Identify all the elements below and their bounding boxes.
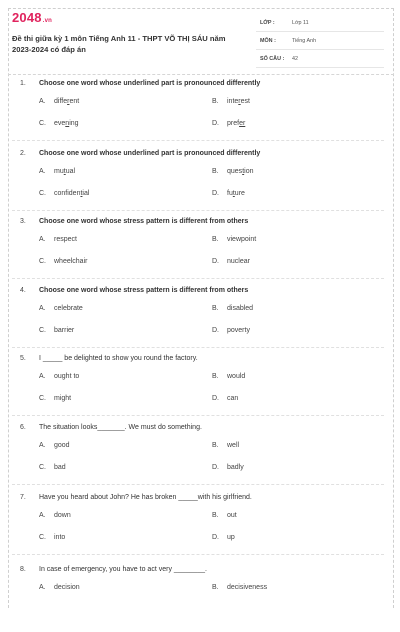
meta-value: 42 bbox=[292, 56, 298, 62]
exam-meta bbox=[256, 16, 384, 70]
question-text: The situation looks_______. We must do something. bbox=[39, 424, 202, 431]
answer-option[interactable] bbox=[39, 442, 70, 449]
answer-option[interactable] bbox=[212, 236, 256, 243]
question-text: Choose one word whose underlined part is pronounced differently bbox=[39, 150, 261, 157]
option-letter: B. bbox=[212, 236, 219, 243]
question-item bbox=[12, 355, 384, 421]
answer-option[interactable] bbox=[212, 190, 245, 197]
answer-option[interactable] bbox=[212, 512, 237, 519]
question-text: Choose one word whose stress pattern is different from others bbox=[39, 218, 249, 225]
answer-option[interactable] bbox=[212, 258, 250, 265]
option-text: badly bbox=[227, 464, 244, 471]
option-letter: D. bbox=[212, 395, 219, 402]
answer-option[interactable] bbox=[39, 305, 83, 312]
question-text: I _____ be delighted to show you round the factory. bbox=[39, 355, 198, 362]
question-text: Have you heard about John? He has broken _____with his girlfriend. bbox=[39, 494, 252, 501]
option-letter: A. bbox=[39, 373, 46, 380]
answer-option[interactable] bbox=[212, 327, 250, 334]
option-text: nuclear bbox=[227, 258, 250, 265]
option-text: ought to bbox=[54, 373, 80, 380]
option-letter: B. bbox=[212, 168, 219, 175]
option-text: up bbox=[227, 534, 235, 541]
question-divider bbox=[12, 484, 384, 486]
meta-value: Lớp 11 bbox=[292, 20, 309, 26]
answer-option[interactable] bbox=[39, 395, 71, 402]
question-item bbox=[12, 424, 384, 490]
answer-option[interactable] bbox=[39, 258, 87, 265]
option-text: future bbox=[227, 190, 245, 197]
logo-suffix: .vn bbox=[42, 18, 53, 24]
option-letter: B. bbox=[212, 584, 219, 591]
option-letter: B. bbox=[212, 373, 219, 380]
option-letter: A. bbox=[39, 98, 46, 105]
option-text: celebrate bbox=[54, 305, 83, 312]
option-letter: C. bbox=[39, 120, 46, 127]
question-item bbox=[12, 218, 384, 284]
answer-option[interactable] bbox=[212, 305, 253, 312]
answer-option[interactable] bbox=[212, 442, 239, 449]
option-letter: D. bbox=[212, 327, 219, 334]
option-text: decision bbox=[54, 584, 80, 591]
option-text: poverty bbox=[227, 327, 250, 334]
option-text: wheelchair bbox=[54, 258, 88, 265]
question-text: In case of emergency, you have to act very ________. bbox=[39, 566, 207, 573]
option-letter: A. bbox=[39, 236, 46, 243]
option-text: confidential bbox=[54, 190, 90, 197]
option-letter: C. bbox=[39, 327, 46, 334]
option-letter: C. bbox=[39, 258, 46, 265]
option-text: would bbox=[227, 373, 246, 380]
underlined-part: r bbox=[67, 98, 70, 105]
option-text: viewpoint bbox=[227, 236, 257, 243]
option-text: question bbox=[227, 168, 254, 175]
option-text: into bbox=[54, 534, 66, 541]
question-number: 1. bbox=[20, 80, 26, 87]
question-item bbox=[12, 150, 384, 216]
option-letter: B. bbox=[212, 512, 219, 519]
option-letter: A. bbox=[39, 168, 46, 175]
underlined-part: er bbox=[239, 120, 246, 127]
question-number: 2. bbox=[20, 150, 26, 157]
question-divider bbox=[12, 210, 384, 212]
question-item bbox=[12, 287, 384, 353]
option-letter: D. bbox=[212, 534, 219, 541]
option-text: good bbox=[54, 442, 70, 449]
option-text: different bbox=[54, 98, 80, 105]
question-item bbox=[12, 494, 384, 560]
question-divider bbox=[12, 347, 384, 349]
site-logo[interactable] bbox=[12, 10, 52, 25]
question-divider bbox=[12, 140, 384, 142]
option-text: evening bbox=[54, 120, 79, 127]
underlined-part: t bbox=[232, 190, 235, 197]
underlined-part: r bbox=[238, 98, 241, 105]
option-text: interest bbox=[227, 98, 250, 105]
option-text: down bbox=[54, 512, 71, 519]
option-letter: C. bbox=[39, 464, 46, 471]
answer-option[interactable] bbox=[212, 120, 245, 127]
option-text: prefer bbox=[227, 120, 246, 127]
question-divider bbox=[12, 278, 384, 280]
meta-label: LỚP : bbox=[260, 20, 275, 26]
answer-option[interactable] bbox=[39, 190, 89, 197]
meta-label: MÔN : bbox=[260, 38, 276, 44]
option-letter: D. bbox=[212, 464, 219, 471]
option-letter: C. bbox=[39, 190, 46, 197]
question-number: 6. bbox=[20, 424, 26, 431]
option-text: mutual bbox=[54, 168, 76, 175]
answer-option[interactable] bbox=[39, 168, 75, 175]
answer-option[interactable] bbox=[39, 236, 77, 243]
option-text: out bbox=[227, 512, 237, 519]
option-letter: C. bbox=[39, 395, 46, 402]
answer-option[interactable] bbox=[212, 395, 238, 402]
underlined-part: t bbox=[242, 168, 245, 175]
option-text: respect bbox=[54, 236, 77, 243]
option-letter: A. bbox=[39, 305, 46, 312]
question-number: 3. bbox=[20, 218, 26, 225]
answer-option[interactable] bbox=[212, 584, 267, 591]
answer-option[interactable] bbox=[39, 98, 79, 105]
answer-option[interactable] bbox=[212, 168, 253, 175]
option-text: barrier bbox=[54, 327, 75, 334]
meta-row-class bbox=[256, 16, 384, 32]
option-text: might bbox=[54, 395, 72, 402]
logo-text: 2048 bbox=[12, 10, 42, 25]
option-letter: A. bbox=[39, 442, 46, 449]
question-item bbox=[12, 80, 384, 146]
meta-label: SỐ CÂU : bbox=[260, 56, 285, 62]
answer-option[interactable] bbox=[212, 373, 245, 380]
question-number: 7. bbox=[20, 494, 26, 501]
option-letter: D. bbox=[212, 190, 219, 197]
header-divider bbox=[8, 74, 394, 76]
option-letter: B. bbox=[212, 305, 219, 312]
option-letter: C. bbox=[39, 534, 46, 541]
option-letter: B. bbox=[212, 98, 219, 105]
question-divider bbox=[12, 415, 384, 417]
answer-option[interactable] bbox=[39, 512, 71, 519]
option-letter: A. bbox=[39, 512, 46, 519]
answer-option[interactable] bbox=[39, 534, 65, 541]
question-divider bbox=[12, 554, 384, 556]
question-number: 5. bbox=[20, 355, 26, 362]
answer-option[interactable] bbox=[39, 120, 79, 127]
answer-option[interactable] bbox=[212, 534, 235, 541]
question-text: Choose one word whose underlined part is pronounced differently bbox=[39, 80, 261, 87]
underlined-part: t bbox=[63, 168, 66, 175]
option-text: bad bbox=[54, 464, 66, 471]
option-letter: B. bbox=[212, 442, 219, 449]
option-text: disabled bbox=[227, 305, 254, 312]
answer-option[interactable] bbox=[39, 464, 66, 471]
meta-row-subject bbox=[256, 34, 384, 50]
question-item bbox=[12, 566, 384, 632]
answer-option[interactable] bbox=[39, 584, 80, 591]
option-letter: A. bbox=[39, 584, 46, 591]
meta-value: Tiếng Anh bbox=[292, 38, 317, 44]
question-number: 8. bbox=[20, 566, 26, 573]
answer-option[interactable] bbox=[39, 373, 79, 380]
meta-row-count bbox=[256, 52, 384, 68]
option-text: well bbox=[227, 442, 240, 449]
option-letter: D. bbox=[212, 258, 219, 265]
underlined-part: n bbox=[65, 120, 70, 127]
answer-option[interactable] bbox=[212, 98, 250, 105]
exam-header bbox=[12, 10, 384, 72]
exam-title: Đề thi giữa kỳ 1 môn Tiếng Anh 11 - THPT VÕ THỊ SÁU năm 2023-2024 có đáp án bbox=[12, 34, 226, 54]
answer-option[interactable] bbox=[212, 464, 244, 471]
underlined-part: t bbox=[80, 190, 83, 197]
question-number: 4. bbox=[20, 287, 26, 294]
option-letter: D. bbox=[212, 120, 219, 127]
option-text: decisiveness bbox=[227, 584, 268, 591]
question-text: Choose one word whose stress pattern is different from others bbox=[39, 287, 249, 294]
option-text: can bbox=[227, 395, 239, 402]
answer-option[interactable] bbox=[39, 327, 74, 334]
